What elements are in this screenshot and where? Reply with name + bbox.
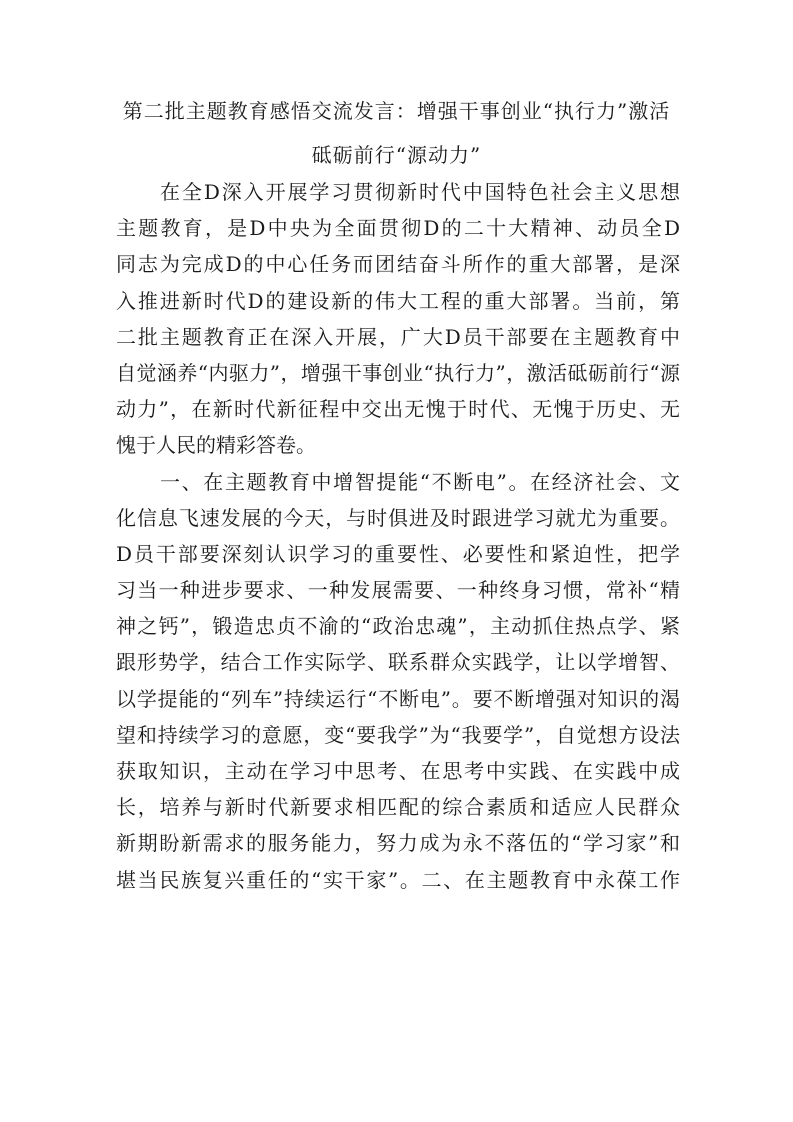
text-line: 入推进新时代D的建设新的伟大工程的重大部署。当前，第	[116, 288, 680, 313]
text-line: 长，培养与新时代新要求相匹配的综合素质和适应人民群众	[116, 795, 680, 820]
text-line: D员干部要深刻认识学习的重要性、必要性和紧迫性，把学	[116, 541, 680, 566]
document-body	[116, 174, 680, 898]
text-line: 同志为完成D的中心任务而团结奋斗所作的重大部署，是深	[116, 252, 680, 277]
text-line: 自觉涵养“内驱力”，增强干事创业“执行力”，激活砥砺前行“源	[116, 360, 680, 385]
text-line: 动力”，在新时代新征程中交出无愧于时代、无愧于历史、无	[116, 397, 680, 422]
text-line: 一、在主题教育中增智提能“不断电”。在经济社会、文	[160, 469, 680, 494]
text-line: 跟形势学，结合工作实际学、联系群众实践学，让以学增智、	[116, 650, 680, 675]
text-line: 新期盼新需求的服务能力，努力成为永不落伍的“学习家”和	[116, 831, 680, 856]
text-line: 以学提能的“列车”持续运行“不断电”。要不断增强对知识的渴	[116, 686, 680, 711]
text-line: 愧于人民的精彩答卷。	[116, 433, 316, 458]
text-line: 化信息飞速发展的今天，与时俱进及时跟进学习就尤为重要。	[116, 505, 680, 530]
document-title-line-2: 砥砺前行“源动力”	[311, 143, 482, 167]
text-line: 二批主题教育正在深入开展，广大D员干部要在主题教育中	[116, 324, 680, 349]
text-line: 望和持续学习的意愿，变“要我学”为“我要学”，自觉想方设法	[116, 722, 680, 747]
document-title-line-1: 第二批主题教育感悟交流发言：增强干事创业“执行力”激活	[122, 99, 671, 123]
text-line: 神之钙”，锻造忠贞不渝的“政治忠魂”，主动抓住热点学、紧	[116, 614, 680, 639]
text-line: 在全D深入开展学习贯彻新时代中国特色社会主义思想	[160, 180, 680, 204]
text-line: 堪当民族复兴重任的“实干家”。二、在主题教育中永葆工作	[116, 867, 680, 892]
text-line: 主题教育，是D中央为全面贯彻D的二十大精神、动员全D	[116, 216, 680, 241]
text-line: 习当一种进步要求、一种发展需要、一种终身习惯，常补“精	[116, 578, 680, 603]
text-line: 获取知识，主动在学习中思考、在思考中实践、在实践中成	[116, 759, 680, 783]
